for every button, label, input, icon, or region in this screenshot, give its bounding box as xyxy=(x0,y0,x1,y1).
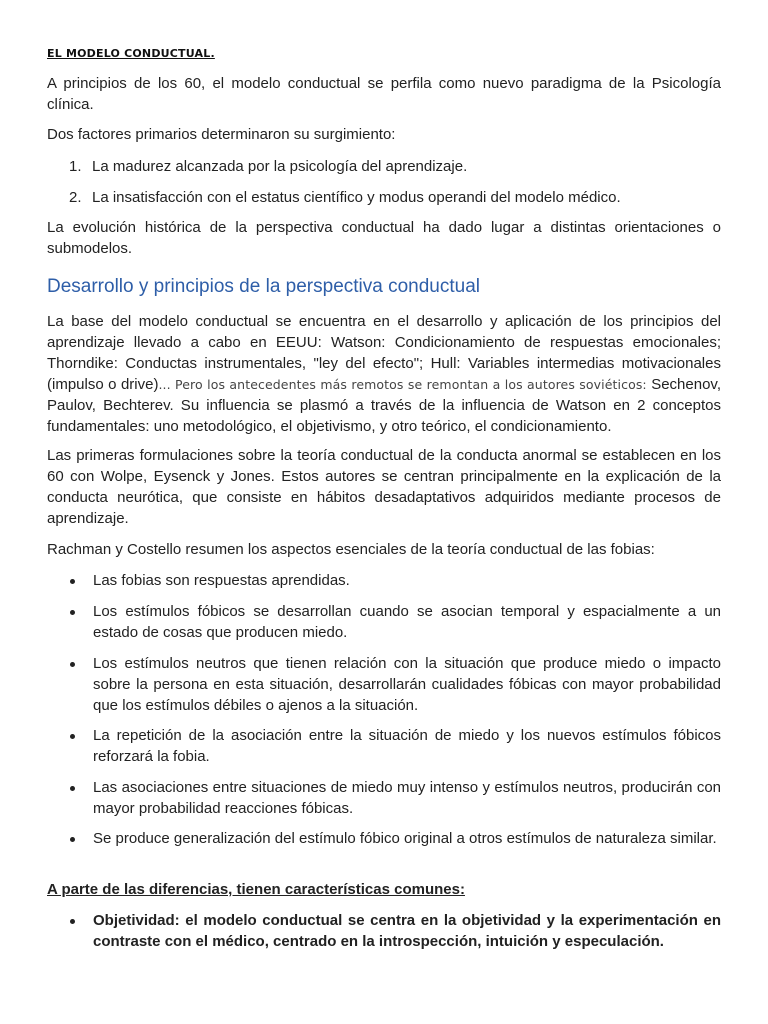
bullet-icon xyxy=(70,662,75,667)
bullet-text: Los estímulos neutros que tienen relación con la situación que produce miedo o impacto sobre la persona en esta situación, desarrollarán cualidades fóbicas con mayor probabilidad que los estímulos débiles o ajenos a la situación. xyxy=(93,655,721,714)
intro-paragraph-1 xyxy=(47,73,721,115)
paragraph-text: Dos factores primarios determinaron su surgimiento: xyxy=(47,126,396,143)
document-title: EL MODELO CONDUCTUAL. xyxy=(47,47,215,60)
list-number: 2. xyxy=(69,189,82,206)
bullet-text: Se produce generalización del estímulo fóbico original a otros estímulos de naturaleza similar. xyxy=(93,830,717,847)
intro-paragraph-3 xyxy=(47,217,721,259)
list-number: 1. xyxy=(69,158,82,175)
paragraph-text-part: La base del modelo conductual se encuentra en el desarrollo y aplicación de los principios del aprendizaje llevado a cabo en EEUU: Watson: Condicionamiento de respuestas emocionales; Thorndike: Conductas instrumentales, "ley del efecto"; Hull: Variables intermedias motivacionales (impulso o drive) xyxy=(47,313,721,393)
intro-paragraph-2 xyxy=(47,124,721,145)
paragraph-text xyxy=(47,311,721,437)
paragraph-text: A principios de los 60, el modelo conductual se perfila como nuevo paradigma de la Psicología clínica. xyxy=(47,75,721,113)
bullet-icon xyxy=(70,837,75,842)
paragraph-text: Las primeras formulaciones sobre la teoría conductual de la conducta anormal se establecen en los 60 con Wolpe, Eysenck y Jones. Estos autores se centran principalmente en la explicación de la conducta neurótica, que consiste en hábitos desadaptativos adquiridos mediante procesos de aprendizaje. xyxy=(47,447,721,527)
bullet-icon xyxy=(70,610,75,615)
bullet-text: Las asociaciones entre situaciones de miedo muy intenso y estímulos neutros, producirán con mayor probabilidad reacciones fóbicas. xyxy=(93,779,721,817)
bullet-icon xyxy=(70,734,75,739)
paragraph-text: La evolución histórica de la perspectiva conductual ha dado lugar a distintas orientaciones o submodelos. xyxy=(47,219,721,257)
bullet-text: Objetividad: el modelo conductual se centra en la objetividad y la experimentación en contraste con el médico, centrado en la introspección, intuición y especulación. xyxy=(93,912,721,950)
paragraph-text: Rachman y Costello resumen los aspectos esenciales de la teoría conductual de las fobias: xyxy=(47,541,655,558)
bullet-text: Las fobias son respuestas aprendidas. xyxy=(93,572,350,589)
section-heading: Desarrollo y principios de la perspectiva conductual xyxy=(47,276,481,297)
paragraph-text-inset: ... Pero los antecedentes más remotos se remontan a los autores soviéticos: xyxy=(158,377,647,392)
bullet-icon xyxy=(70,919,75,924)
subheading: A parte de las diferencias, tienen características comunes: xyxy=(47,881,465,898)
list-item-text: La insatisfacción con el estatus científico y modus operandi del modelo médico. xyxy=(92,189,621,206)
list-item-text: La madurez alcanzada por la psicología del aprendizaje. xyxy=(92,158,468,175)
bullet-icon xyxy=(70,786,75,791)
bullet-text: Los estímulos fóbicos se desarrollan cuando se asocian temporal y espacialmente a un estado de cosas que producen miedo. xyxy=(93,603,721,641)
section-paragraph-2 xyxy=(47,445,721,529)
paragraph-text-part: Sechenov, Paulov, Bechterev. Su influencia se plasmó a través de la influencia de Watson en 2 conceptos fundamentales: uno metodológico, el objetivismo, y otro teórico, el condicionamiento. xyxy=(47,376,721,435)
section-paragraph-1 xyxy=(47,311,721,437)
section-paragraph-3 xyxy=(47,539,721,560)
bullet-text: La repetición de la asociación entre la situación de miedo y los nuevos estímulos fóbicos reforzará la fobia. xyxy=(93,727,721,765)
bullet-icon xyxy=(70,579,75,584)
